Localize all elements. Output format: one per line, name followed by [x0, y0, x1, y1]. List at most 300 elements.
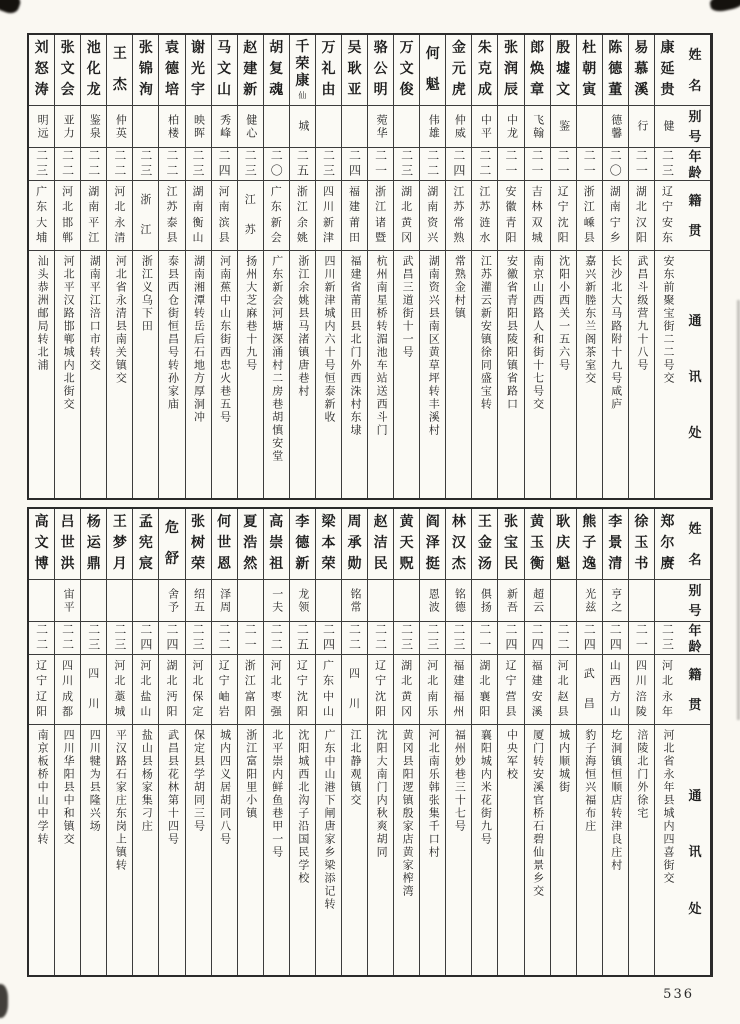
- age-text: 二一: [530, 149, 545, 179]
- alias-cell: [212, 106, 237, 148]
- vertical-text: 四 川: [88, 667, 100, 711]
- vertical-text: 四 川 新 津: [322, 186, 334, 244]
- age-cell: [525, 622, 550, 655]
- name-cell: [498, 509, 523, 580]
- vertical-text: 梁 本 荣: [321, 515, 336, 572]
- address-text: 城内顺城街: [557, 729, 570, 794]
- vertical-text: 万 礼 由: [321, 41, 336, 98]
- age-cell: [133, 622, 158, 655]
- address-cell: [368, 725, 393, 975]
- vertical-text: 吴 耿 亚: [347, 41, 362, 98]
- address-cell: [55, 251, 80, 498]
- person-column: [524, 509, 550, 975]
- address-cell: [212, 725, 237, 975]
- person-column: [550, 509, 576, 975]
- native-place-cell: [577, 655, 602, 725]
- alias-text: 明远: [36, 113, 49, 140]
- age-cell: [264, 622, 289, 655]
- age-cell: [159, 148, 184, 181]
- alias-cell: [55, 106, 80, 148]
- alias-cell: [264, 106, 289, 148]
- address-text: 河南蕉中山东街西忠火巷五号: [218, 255, 231, 424]
- age-text: 二二: [112, 149, 127, 179]
- vertical-text: 广 东 大 埔: [36, 186, 48, 244]
- alias-text: 亨之: [609, 587, 622, 614]
- scan-artifact-top-left: [0, 0, 23, 16]
- address-cell: [603, 251, 628, 498]
- native-place-cell: [316, 181, 341, 251]
- person-column: [80, 509, 106, 975]
- roster-table-bottom: [27, 507, 713, 977]
- age-text: 二五: [295, 623, 310, 653]
- alias-text: 仲英: [114, 113, 127, 140]
- vertical-text: 湖 北 黄 冈: [401, 186, 413, 244]
- address-cell: [186, 251, 211, 498]
- age-text: 二三: [399, 623, 414, 653]
- person-column: [289, 35, 315, 498]
- address-cell: [368, 251, 393, 498]
- name-cell: [107, 35, 132, 106]
- person-column: [29, 509, 54, 975]
- person-column: [263, 35, 289, 498]
- native-place-cell: [186, 181, 211, 251]
- alias-cell: [264, 580, 289, 622]
- name-cell: [29, 35, 54, 106]
- address-text: 泰县西仓街恒昌号转孙家庙: [166, 255, 179, 411]
- alias-cell: [446, 106, 471, 148]
- address-cell: [290, 725, 315, 975]
- name-annotation: 仙: [298, 90, 307, 100]
- vertical-text: 年 龄: [688, 148, 702, 180]
- name-cell: [133, 509, 158, 580]
- age-text: 二三: [321, 149, 336, 179]
- alias-text: 城: [296, 120, 309, 133]
- address-cell: [551, 725, 576, 975]
- person-column: [211, 509, 237, 975]
- address-cell: [551, 251, 576, 498]
- age-cell: [498, 622, 523, 655]
- name-cell: [394, 509, 419, 580]
- age-cell: [629, 148, 654, 181]
- native-place-cell: [446, 655, 471, 725]
- age-cell: [81, 148, 106, 181]
- native-place-cell: [342, 181, 367, 251]
- vertical-text: 辽 宁 营 县: [505, 660, 517, 718]
- address-text: 武昌县花林第十四号: [166, 729, 179, 846]
- vertical-text: 林 汉 杰: [451, 515, 466, 572]
- address-text: 常熟金村镇: [453, 255, 466, 320]
- alias-text: 仲威: [453, 113, 466, 140]
- address-cell: [107, 251, 132, 498]
- native-place-cell: [290, 181, 315, 251]
- alias-text: 绍五: [192, 587, 205, 614]
- address-text: 保定县学胡同三号: [192, 729, 205, 833]
- alias-cell: [394, 106, 419, 148]
- name-cell: [551, 509, 576, 580]
- native-place-cell: [577, 181, 602, 251]
- vertical-text: 安 徽 青 阳: [505, 186, 517, 244]
- age-text: 二四: [164, 623, 179, 653]
- age-cell: [577, 148, 602, 181]
- age-cell: [290, 148, 315, 181]
- age-text: 二三: [399, 149, 414, 179]
- person-column: [367, 35, 393, 498]
- alias-text: 伟雄: [427, 113, 440, 140]
- age-text: 二一: [477, 623, 492, 653]
- person-column: [628, 35, 654, 498]
- vertical-text: 姓 名: [688, 521, 702, 567]
- age-text: 二四: [582, 623, 597, 653]
- address-cell: [133, 725, 158, 975]
- native-place-cell: [107, 181, 132, 251]
- vertical-text: 王 梦 月: [112, 515, 127, 572]
- alias-cell: [394, 580, 419, 622]
- age-cell: [316, 148, 341, 181]
- name-cell: [603, 509, 628, 580]
- name-cell: [342, 509, 367, 580]
- vertical-text: 河 北 保 定: [192, 660, 204, 718]
- vertical-text: 郑 尔 赓: [660, 515, 675, 572]
- address-cell: [525, 251, 550, 498]
- alias-text: 恩波: [427, 587, 440, 614]
- native-place-cell: [655, 181, 680, 251]
- native-place-cell: [446, 181, 471, 251]
- address-cell: [159, 251, 184, 498]
- alias-cell: [290, 580, 315, 622]
- vertical-text: 湖 北 黄 冈: [401, 660, 413, 718]
- age-text: 二〇: [269, 149, 284, 179]
- vertical-text: 河 南 滨 县: [218, 186, 230, 244]
- age-cell: [212, 622, 237, 655]
- person-column: [341, 35, 367, 498]
- native-place-cell: [525, 655, 550, 725]
- name-cell: [212, 509, 237, 580]
- vertical-text: 郎 焕 章: [530, 41, 545, 98]
- vertical-text: 四 川: [349, 667, 361, 711]
- alias-text: 健心: [244, 113, 257, 140]
- age-text: 二四: [217, 149, 232, 179]
- name-cell: [577, 35, 602, 106]
- native-place-cell: [603, 655, 628, 725]
- alias-text: 一夫: [270, 587, 283, 614]
- alias-cell: [551, 106, 576, 148]
- address-text: 四川犍为县隆兴场: [88, 729, 101, 833]
- name-cell: [81, 35, 106, 106]
- age-cell: [107, 148, 132, 181]
- address-cell: [159, 725, 184, 975]
- person-column: [471, 509, 497, 975]
- name-cell: [316, 509, 341, 580]
- vertical-text: 山 西 方 山: [609, 660, 621, 718]
- alias-cell: [29, 106, 54, 148]
- alias-text: 泽周: [218, 587, 231, 614]
- name-cell: [186, 35, 211, 106]
- native-place-cell: [55, 655, 80, 725]
- age-text: 二三: [660, 623, 675, 653]
- name-cell: [186, 509, 211, 580]
- name-cell: [655, 35, 680, 106]
- vertical-text: 王 金 汤: [477, 515, 492, 572]
- age-text: 二三: [138, 149, 153, 179]
- age-text: 二二: [556, 623, 571, 653]
- vertical-text: 四 川 涪 陵: [635, 660, 647, 718]
- header-age: [680, 148, 710, 181]
- vertical-text: 杜 朝 寅: [582, 41, 597, 98]
- age-cell: [212, 148, 237, 181]
- person-column: [185, 35, 211, 498]
- age-text: 二二: [164, 149, 179, 179]
- person-column: [106, 35, 132, 498]
- address-text: 扬州大芝麻巷十九号: [244, 255, 257, 372]
- address-cell: [603, 725, 628, 975]
- vertical-text: 黄 天 贶: [399, 515, 414, 572]
- age-cell: [342, 148, 367, 181]
- header-native: [680, 655, 710, 725]
- name-cell: [629, 35, 654, 106]
- vertical-text: 赵 洁 民: [373, 515, 388, 572]
- native-place-cell: [498, 655, 523, 725]
- name-cell: [81, 509, 106, 580]
- person-column: [393, 35, 419, 498]
- age-cell: [629, 622, 654, 655]
- person-column: [497, 509, 523, 975]
- vertical-text: 别 号: [688, 582, 702, 619]
- vertical-text: 湖 北 襄 阳: [479, 660, 491, 718]
- vertical-text: 河 北 赵 县: [557, 660, 569, 718]
- vertical-text: 李 景 清: [608, 515, 623, 572]
- roster-tables: [27, 33, 713, 977]
- person-column: [367, 509, 393, 975]
- name-cell: [472, 35, 497, 106]
- vertical-text: 别 号: [688, 108, 702, 145]
- alias-cell: [316, 106, 341, 148]
- name-cell: [525, 35, 550, 106]
- address-text: 沈阳大南门内秋爽胡同: [375, 729, 388, 859]
- vertical-text: 金 元 虎: [451, 41, 466, 98]
- address-text: 浙江富阳里小镇: [244, 729, 257, 820]
- person-column: [315, 35, 341, 498]
- vertical-text: 骆 公 明: [373, 41, 388, 98]
- vertical-text: 湖 南 宁 乡: [609, 186, 621, 244]
- vertical-text: 河 北 永 年: [661, 660, 673, 718]
- person-column: [628, 509, 654, 975]
- person-column: [654, 35, 680, 498]
- age-cell: [186, 148, 211, 181]
- person-column: [54, 35, 80, 498]
- address-cell: [212, 251, 237, 498]
- alias-cell: [368, 106, 393, 148]
- native-place-cell: [81, 181, 106, 251]
- alias-cell: [133, 106, 158, 148]
- person-column: [289, 509, 315, 975]
- age-cell: [577, 622, 602, 655]
- age-text: 二一: [556, 149, 571, 179]
- vertical-text: 浙 江 诸 暨: [375, 186, 387, 244]
- alias-cell: [159, 106, 184, 148]
- age-cell: [81, 622, 106, 655]
- address-cell: [342, 251, 367, 498]
- age-cell: [264, 148, 289, 181]
- address-text: 沈阳城西北沟子沿国民学校: [296, 729, 309, 885]
- native-place-cell: [603, 181, 628, 251]
- vertical-text: 熊 子 逸: [582, 515, 597, 572]
- alias-cell: [186, 106, 211, 148]
- address-text: 江北静观镇交: [349, 729, 362, 807]
- vertical-text: 孟 宪 宸: [138, 515, 153, 572]
- address-cell: [446, 251, 471, 498]
- vertical-text: 周 承 勋: [347, 515, 362, 572]
- vertical-text: 籍 贯: [688, 666, 702, 713]
- alias-text: 超云: [531, 587, 544, 614]
- alias-text: 秀峰: [218, 113, 231, 140]
- age-text: 二二: [347, 623, 362, 653]
- vertical-text: 张 树 荣: [191, 515, 206, 572]
- age-text: 二四: [321, 623, 336, 653]
- vertical-text: 何 世 恩: [217, 515, 232, 572]
- vertical-text: 广 东 中 山: [322, 660, 334, 718]
- alias-text: 行: [635, 120, 648, 133]
- name-cell: [290, 509, 315, 580]
- alias-cell: [551, 580, 576, 622]
- name-cell: [342, 35, 367, 106]
- address-cell: [394, 725, 419, 975]
- vertical-text: 河 北 盐 山: [140, 660, 152, 718]
- address-text: 河北省永清县南关镇交: [114, 255, 127, 385]
- vertical-text: 姓 名: [688, 47, 702, 93]
- name-cell: [551, 35, 576, 106]
- alias-text: 铭德: [453, 587, 466, 614]
- age-text: 二二: [34, 623, 49, 653]
- address-cell: [420, 251, 445, 498]
- address-text: 嘉兴新塍东兰阁茶室交: [583, 255, 596, 385]
- age-text: 二三: [425, 623, 440, 653]
- native-place-cell: [264, 181, 289, 251]
- address-cell: [472, 725, 497, 975]
- vertical-text: 王 杰: [112, 46, 127, 93]
- vertical-text: 吕 世 洪: [60, 515, 75, 572]
- person-column: [576, 35, 602, 498]
- address-cell: [186, 725, 211, 975]
- vertical-text: 四 川 成 都: [62, 660, 74, 718]
- alias-cell: [81, 580, 106, 622]
- address-text: 北平崇内鲜鱼巷甲一号: [270, 729, 283, 859]
- age-cell: [394, 148, 419, 181]
- native-place-cell: [551, 181, 576, 251]
- name-cell: [238, 35, 263, 106]
- vertical-text: 胡 复 魂: [269, 41, 284, 98]
- address-cell: [420, 725, 445, 975]
- header-alias: [680, 106, 710, 148]
- person-column: [158, 509, 184, 975]
- address-cell: [498, 251, 523, 498]
- native-place-cell: [420, 655, 445, 725]
- age-cell: [603, 622, 628, 655]
- vertical-text: 河 北 藁 城: [114, 660, 126, 718]
- alias-cell: [81, 106, 106, 148]
- native-place-cell: [655, 655, 680, 725]
- alias-text: 中平: [479, 113, 492, 140]
- vertical-text: 湖 北 汉 阳: [635, 186, 647, 244]
- alias-text: 新吾: [505, 587, 518, 614]
- name-cell: [107, 509, 132, 580]
- person-column: [654, 509, 680, 975]
- alias-cell: [420, 106, 445, 148]
- person-column: [237, 509, 263, 975]
- age-text: 二一: [373, 149, 388, 179]
- vertical-text: 籍 贯: [688, 192, 702, 239]
- alias-text: 映晖: [192, 113, 205, 140]
- vertical-text: 辽 宁 沈 阳: [375, 660, 387, 718]
- alias-cell: [498, 580, 523, 622]
- person-column: [419, 35, 445, 498]
- native-place-cell: [368, 181, 393, 251]
- native-place-cell: [420, 181, 445, 251]
- address-text: 豹子海恒兴福布庄: [583, 729, 596, 833]
- vertical-text: 辽 宁 辽 阳: [36, 660, 48, 718]
- vertical-text: 河 北 邯 郸: [62, 186, 74, 244]
- address-text: 福州妙巷三十七号: [453, 729, 466, 833]
- age-text: 二一: [634, 149, 649, 179]
- native-place-cell: [212, 181, 237, 251]
- vertical-text: 浙 江 富 阳: [244, 660, 256, 718]
- age-text: 二三: [243, 149, 258, 179]
- alias-cell: [525, 580, 550, 622]
- native-place-cell: [472, 655, 497, 725]
- native-place-cell: [316, 655, 341, 725]
- native-place-cell: [238, 655, 263, 725]
- alias-text: 鉴泉: [88, 113, 101, 140]
- vertical-text: 吉 林 双 城: [531, 186, 543, 244]
- name-cell: [212, 35, 237, 106]
- name-cell: [29, 509, 54, 580]
- name-cell: [159, 509, 184, 580]
- age-cell: [420, 622, 445, 655]
- age-text: 二二: [217, 623, 232, 653]
- age-cell: [525, 148, 550, 181]
- native-place-cell: [159, 181, 184, 251]
- age-cell: [446, 622, 471, 655]
- alias-text: 舍予: [166, 587, 179, 614]
- person-column: [576, 509, 602, 975]
- vertical-text: 张 文 会: [60, 41, 75, 98]
- alias-cell: [472, 580, 497, 622]
- name-cell: [655, 509, 680, 580]
- age-text: 二一: [582, 149, 597, 179]
- alias-cell: [603, 106, 628, 148]
- age-cell: [55, 148, 80, 181]
- name-cell: [472, 509, 497, 580]
- native-place-cell: [264, 655, 289, 725]
- vertical-text: 张 宝 民: [503, 515, 518, 572]
- age-text: 二三: [451, 623, 466, 653]
- address-cell: [629, 251, 654, 498]
- address-cell: [525, 725, 550, 975]
- vertical-text: 江 苏: [244, 193, 256, 237]
- alias-cell: [420, 580, 445, 622]
- header-native: [680, 181, 710, 251]
- address-cell: [577, 251, 602, 498]
- vertical-text: 浙 江 嵊 县: [583, 186, 595, 244]
- address-text: 安东前聚宝街二二号交: [661, 255, 674, 385]
- alias-cell: [577, 580, 602, 622]
- address-cell: [446, 725, 471, 975]
- vertical-text: 浙 江: [140, 193, 152, 237]
- alias-cell: [212, 580, 237, 622]
- age-cell: [368, 622, 393, 655]
- age-text: 二一: [243, 623, 258, 653]
- header-address: [680, 725, 710, 975]
- vertical-text: 张 锦 洵: [138, 41, 153, 98]
